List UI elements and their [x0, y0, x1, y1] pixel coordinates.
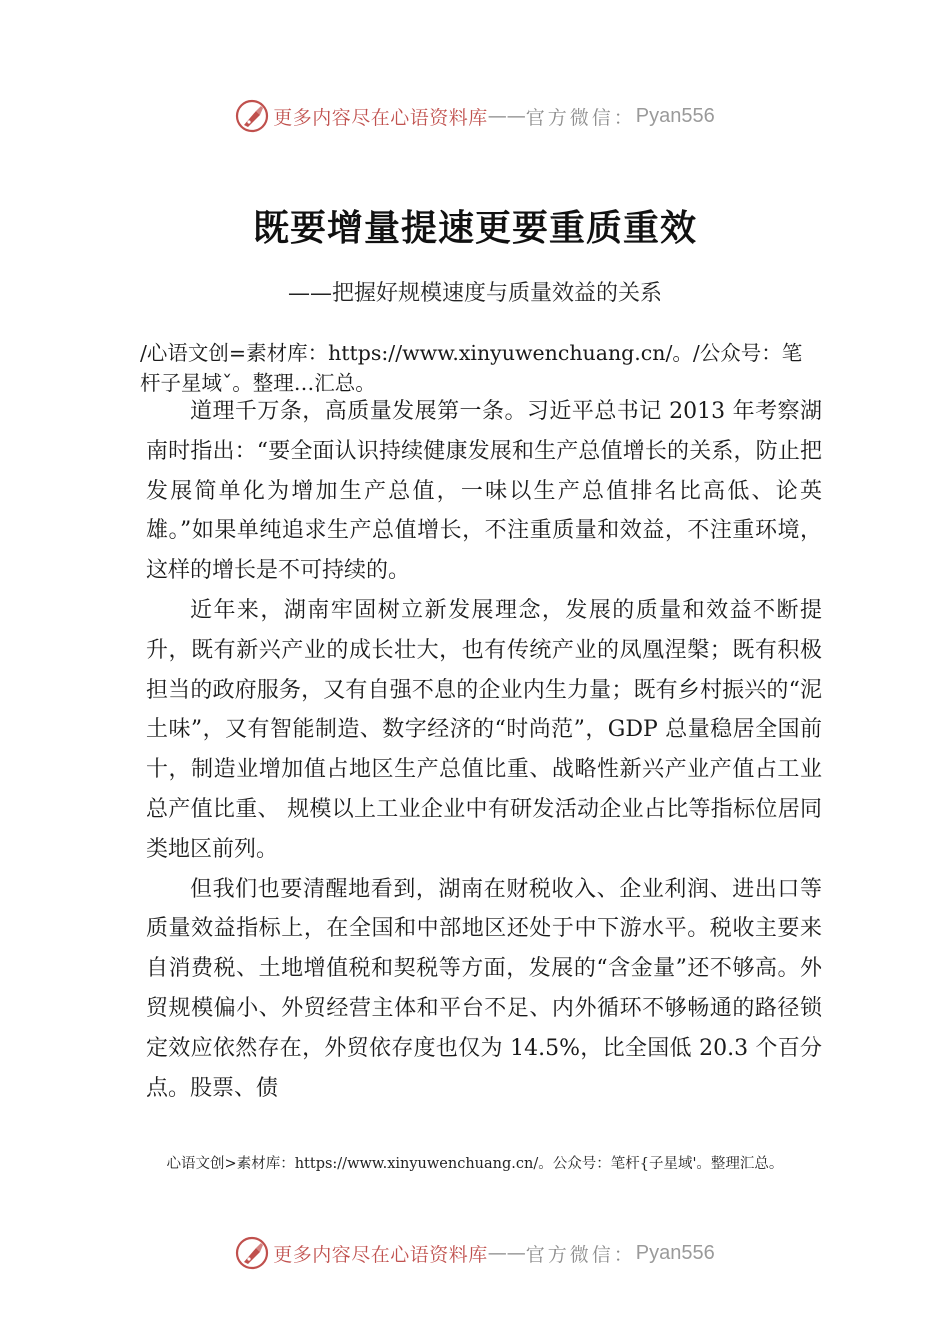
- banner-wechat-id: Pyan556: [635, 1241, 715, 1264]
- banner-text: 更多内容尽在心语资料库: [273, 106, 488, 129]
- paragraph: 近年来，湖南牢固树立新发展理念，发展的质量和效益不断提升，既有新兴产业的成长壮大，也有传统产业的凤凰涅槃；既有积极担当的政府服务，又有自强不息的企业内生力量；既有乡村振兴的“泥土味”，又有智能制造、数字经济的“时尚范”，GDP 总量稳居全国前十，制造业增加值占地区生产总值比重、战略性新兴产业产值占工业总产值比重、 规模以上工业企业中有研发活动企业占比等指标位居同类地区前列。: [146, 597, 822, 862]
- banner-text: 更多内容尽在心语资料库: [273, 1243, 488, 1266]
- banner-wechat-label: 官方微信：: [525, 106, 636, 129]
- source-note: /心语文创=素材库：https://www.xinyuwenchuang.cn/。/公众号：笔杆子星域ˇ。整理…汇总。: [140, 341, 803, 395]
- header-banner: [0, 96, 950, 136]
- paragraph: 但我们也要清醒地看到，湖南在财税收入、企业利润、进出口等质量效益指标上，在全国和中部地区还处于中下游水平。税收主要来自消费税、土地增值税和契税等方面，发展的“含金量”还不够高。外贸规模偏小、外贸经营主体和平台不足、内外循环不够畅通的路径锁定效应依然存在，外贸依存度也仅为 14.5%，比全国低 20.3 个百分点。股票、债: [146, 876, 822, 1101]
- banner-separator: ——: [487, 105, 526, 127]
- pen-nib-logo-icon: [235, 99, 269, 133]
- footer-source-note: 心语文创>素材库：https://www.xinyuwenchuang.cn/。公众号：笔杆{子星域'。整理汇总。: [166, 1156, 784, 1172]
- footer-banner: [0, 1233, 950, 1273]
- banner-wechat-id: Pyan556: [635, 104, 715, 127]
- pen-nib-logo-icon: [235, 1236, 269, 1270]
- document-title: 既要增量提速更要重质重效: [252, 207, 697, 249]
- document-subtitle: ——把握好规模速度与质量效益的关系: [287, 281, 662, 306]
- paragraph: 道理千万条，高质量发展第一条。习近平总书记 2013 年考察湖南时指出：“要全面认识持续健康发展和生产总值增长的关系，防止把发展简单化为增加生产总值，一味以生产总值排名比高低、论英雄。”如果单纯追求生产总值增长，不注重质量和效益，不注重环境，这样的增长是不可持续的。: [146, 399, 822, 584]
- document-body: [146, 392, 822, 1108]
- banner-separator: ——: [487, 1242, 526, 1264]
- banner-wechat-label: 官方微信：: [525, 1243, 636, 1266]
